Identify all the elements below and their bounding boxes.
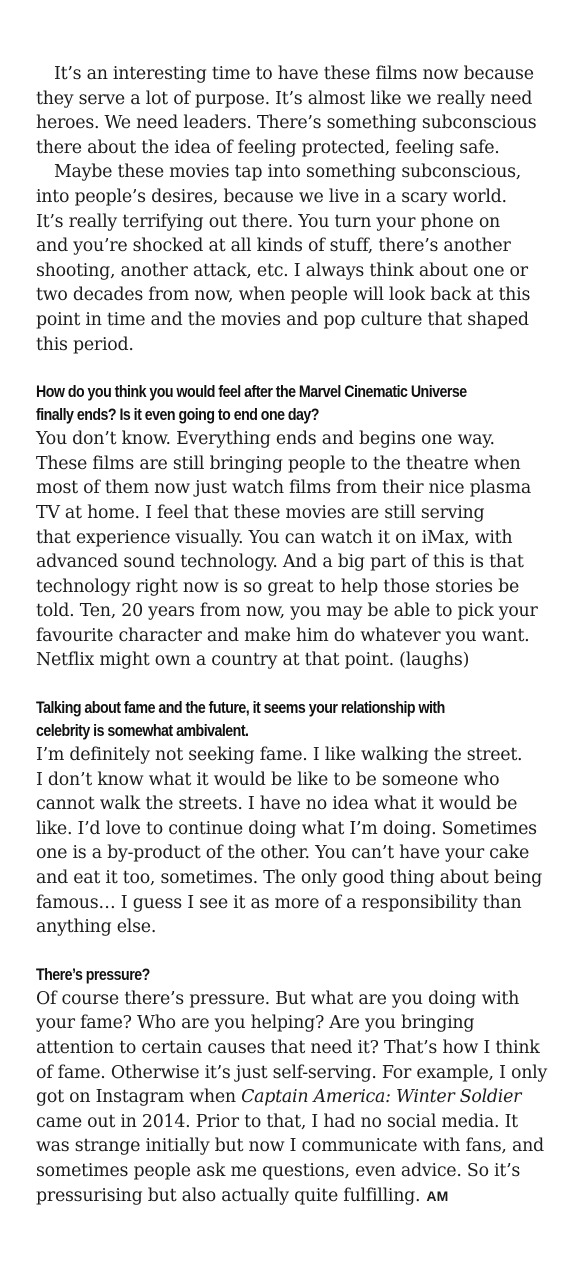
text-run: pressurising but also actually quite fulfilling.: [36, 1185, 421, 1206]
text-line: I don’t know what it would be like to be someone who: [36, 769, 500, 790]
text-line: It’s an interesting time to have these films now because: [54, 64, 534, 84]
text-line: I’m definitely not seeking fame. I like walking the street.: [36, 745, 523, 766]
text-line: favourite character and make him do whatever you want.: [36, 625, 530, 646]
text-line: most of them now just watch films from their nice plasma: [36, 478, 531, 499]
question-heading: [36, 964, 483, 987]
text-line: attention to certain causes that need it? That’s how I think: [36, 1038, 540, 1058]
question-line: Talking about fame and the future, it seems your relationship with: [36, 699, 445, 718]
text-line: told. Ten, 20 years from now, you may be able to pick your: [36, 601, 538, 622]
text-line: sometimes people ask me questions, even advice. So it’s: [36, 1160, 521, 1181]
intro-paragraph-2: [36, 160, 556, 357]
text-line: Of course there’s pressure. But what are you doing with: [36, 988, 520, 1009]
text-line: heroes. We need leaders. There’s something subconscious: [36, 113, 537, 134]
question-line: finally ends? Is it even going to end one day?: [36, 406, 319, 425]
text-line: your fame? Who are you helping? Are you bringing: [36, 1013, 475, 1034]
section-gap: [36, 673, 556, 697]
text-line: one is a by-product of the other. You can’t have your cake: [36, 843, 530, 864]
text-line: shooting, another attack, etc. I always think about one or: [36, 260, 528, 281]
text-line: Maybe these movies tap into something subconscious,: [54, 162, 522, 183]
film-title: Captain America: Winter Soldier: [241, 1087, 522, 1108]
qa-block-2: [36, 697, 556, 940]
text-line: advanced sound technology. And a big part of this is that: [36, 552, 524, 573]
text-line: cannot walk the streets. I have no idea what it would be: [36, 794, 518, 815]
text-line: two decades from now, when people will look back at this: [36, 285, 531, 306]
text-line: there about the idea of feeling protected, feeling safe.: [36, 137, 500, 158]
text-line: of fame. Otherwise it’s just self-serving. For example, I only: [36, 1062, 548, 1083]
author-signoff: AM: [426, 1187, 449, 1204]
section-gap: [36, 940, 556, 964]
text-line: technology right now is so great to help those stories be: [36, 576, 520, 597]
text-line: into people’s desires, because we live in a scary world.: [36, 186, 507, 207]
question-line: celebrity is somewhat ambivalent.: [36, 722, 249, 741]
text-line: It’s really terrifying out there. You turn your phone on: [36, 211, 500, 232]
qa-block-3: [36, 964, 556, 1208]
article-page: [36, 62, 556, 1208]
question-line: There’s pressure?: [36, 965, 150, 984]
text-line: You don’t know. Everything ends and begins one way.: [36, 429, 495, 450]
text-line: point in time and the movies and pop culture that shaped: [36, 309, 529, 330]
qa-block-1: [36, 381, 556, 673]
text-line: TV at home. I feel that these movies are still serving: [36, 502, 485, 523]
text-line: they serve a lot of purpose. It’s almost like we really need: [36, 88, 533, 109]
text-line: Netflix might own a country at that point. (laughs): [36, 650, 470, 671]
text-line: came out in 2014. Prior to that, I had no social media. It: [36, 1111, 518, 1132]
text-run: got on Instagram when: [36, 1087, 242, 1108]
text-line: [36, 1085, 556, 1110]
question-heading: [36, 381, 483, 427]
section-gap: [36, 357, 556, 381]
text-line: famous… I guess I see it as more of a responsibility than: [36, 892, 522, 913]
answer-paragraph: [36, 743, 556, 940]
text-line: and eat it too, sometimes. The only good thing about being: [36, 868, 543, 889]
text-line: anything else.: [36, 917, 157, 938]
text-line: this period.: [36, 334, 134, 355]
question-line: How do you think you would feel after the Marvel Cinematic Universe: [36, 383, 467, 402]
answer-paragraph: [36, 987, 556, 1208]
text-line: like. I’d love to continue doing what I’m doing. Sometimes: [36, 818, 537, 839]
answer-paragraph: [36, 427, 556, 673]
text-line: and you’re shocked at all kinds of stuff, there’s another: [36, 236, 511, 257]
text-line: [36, 1184, 556, 1209]
text-line: These films are still bringing people to the theatre when: [36, 453, 521, 474]
text-line: was strange initially but now I communicate with fans, and: [36, 1136, 544, 1157]
intro-paragraph-1: [36, 62, 556, 160]
question-heading: [36, 697, 483, 743]
text-line: that experience visually. You can watch it on iMax, with: [36, 527, 513, 548]
